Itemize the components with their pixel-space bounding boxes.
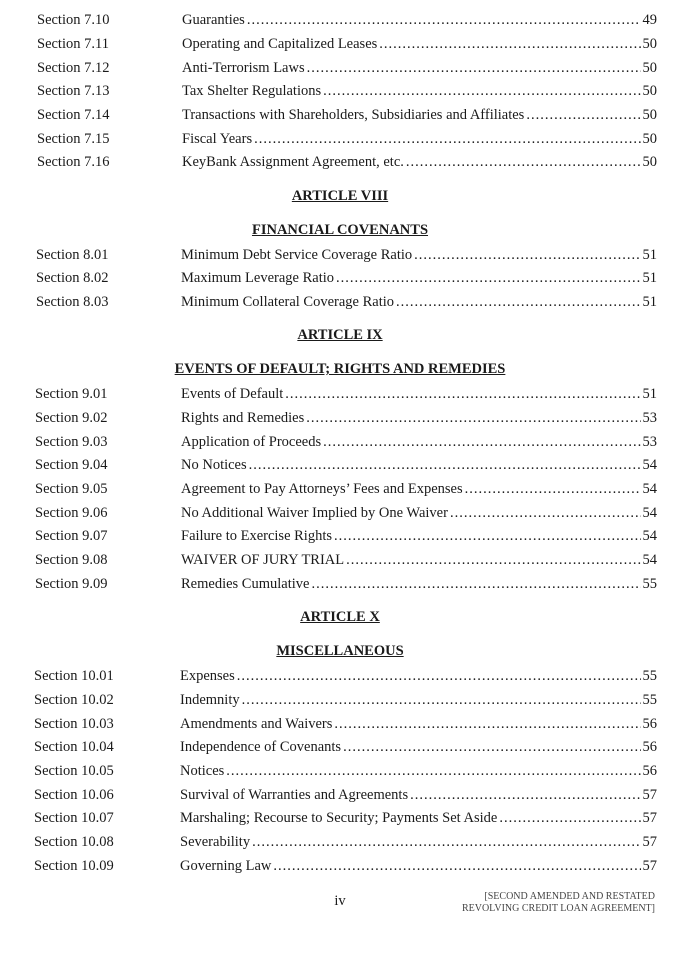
section-title: Survival of Warranties and Agreements: [180, 787, 409, 803]
section-number: Section 9.05: [35, 481, 108, 497]
toc-entry: [181, 292, 657, 312]
dot-leader: [226, 761, 640, 781]
toc-row: [0, 268, 680, 288]
section-number: Section 8.01: [36, 247, 109, 263]
toc-entry: [182, 34, 657, 54]
toc-row: [0, 105, 680, 125]
dot-leader: [346, 550, 640, 570]
page-number: 56: [642, 763, 657, 779]
toc-entry: [180, 785, 657, 805]
section-title: Governing Law: [180, 858, 272, 874]
dot-leader: [410, 785, 640, 805]
toc-row: [0, 574, 680, 594]
toc-row: [0, 129, 680, 149]
page-number: 56: [642, 716, 657, 732]
page-number: 51: [642, 386, 657, 402]
footer-note-line: [SECOND AMENDED AND RESTATED: [484, 891, 655, 902]
article-subheading: EVENTS OF DEFAULT; RIGHTS AND REMEDIES: [174, 361, 506, 377]
section-title: Severability: [180, 834, 251, 850]
section-number: Section 10.01: [34, 668, 114, 684]
section-number: Section 7.16: [37, 154, 110, 170]
section-number: Section 9.04: [35, 457, 108, 473]
toc-row: [0, 384, 680, 404]
page-number: 54: [642, 552, 657, 568]
toc-entry: [181, 384, 657, 404]
toc-entry: [181, 526, 657, 546]
section-number: Section 10.08: [34, 834, 114, 850]
section-number: Section 7.14: [37, 107, 110, 123]
section-number: Section 9.02: [35, 410, 108, 426]
dot-leader: [254, 129, 640, 149]
section-number: Section 10.03: [34, 716, 114, 732]
toc-entry: [180, 737, 657, 757]
toc-entry: [181, 432, 657, 452]
dot-leader: [307, 58, 641, 78]
page-number: 50: [642, 36, 657, 52]
toc-row: [0, 152, 680, 172]
section-title: Agreement to Pay Attorneys’ Fees and Expenses: [181, 481, 463, 497]
page-number: 50: [642, 154, 657, 170]
page-number: 57: [642, 858, 657, 874]
section-number: Section 9.03: [35, 434, 108, 450]
page-number: 50: [642, 60, 657, 76]
toc-row: [0, 245, 680, 265]
dot-leader: [334, 714, 640, 734]
section-title: Notices: [180, 763, 225, 779]
toc-entry: [181, 550, 657, 570]
page-number: 55: [642, 576, 657, 592]
footer-document-title: [462, 891, 655, 915]
section-number: Section 7.12: [37, 60, 110, 76]
section-title: No Notices: [181, 457, 247, 473]
section-title: Marshaling; Recourse to Security; Payments Set Aside: [180, 810, 498, 826]
article-subheading: FINANCIAL COVENANTS: [251, 222, 429, 238]
toc-row: [0, 503, 680, 523]
dot-leader: [334, 526, 640, 546]
page-number: 54: [642, 528, 657, 544]
page-number: 50: [642, 131, 657, 147]
toc-row: [0, 714, 680, 734]
toc-row: [0, 81, 680, 101]
page-number: 53: [642, 410, 657, 426]
toc-row: [0, 292, 680, 312]
page-number: 51: [642, 294, 657, 310]
toc-entry: [180, 690, 657, 710]
dot-leader: [465, 479, 641, 499]
page-number: 49: [642, 12, 657, 28]
toc-entry: [180, 856, 657, 876]
toc-entry: [181, 408, 657, 428]
toc-entry: [180, 666, 657, 686]
dot-leader: [379, 34, 640, 54]
toc-entry: [181, 455, 657, 475]
toc-entry: [182, 152, 657, 172]
page-number: 54: [642, 457, 657, 473]
toc-row: [0, 408, 680, 428]
toc-entry: [180, 714, 657, 734]
toc-row: [0, 832, 680, 852]
toc-entry: [180, 808, 657, 828]
toc-entry: [181, 503, 657, 523]
page-number: 50: [642, 107, 657, 123]
page-number: 57: [642, 810, 657, 826]
section-number: Section 7.10: [37, 12, 110, 28]
toc-row: [0, 761, 680, 781]
section-number: Section 9.06: [35, 505, 108, 521]
dot-leader: [285, 384, 640, 404]
section-title: Rights and Remedies: [181, 410, 305, 426]
toc-row: [0, 58, 680, 78]
section-number: Section 10.04: [34, 739, 114, 755]
toc-row: [0, 432, 680, 452]
page-number: 54: [642, 505, 657, 521]
section-number: Section 8.02: [36, 270, 109, 286]
dot-leader: [249, 455, 641, 475]
footer-note-line: REVOLVING CREDIT LOAN AGREEMENT]: [461, 903, 655, 914]
section-title: Indemnity: [180, 692, 240, 708]
toc-row: [0, 550, 680, 570]
toc-entry: [181, 245, 657, 265]
section-title: Operating and Capitalized Leases: [182, 36, 378, 52]
toc-entry: [181, 479, 657, 499]
toc-entry: [181, 268, 657, 288]
dot-leader: [252, 832, 640, 852]
section-title: Tax Shelter Regulations: [182, 83, 322, 99]
section-title: Minimum Collateral Coverage Ratio: [181, 294, 395, 310]
section-title: Independence of Covenants: [180, 739, 342, 755]
dot-leader: [343, 737, 640, 757]
section-number: Section 10.09: [34, 858, 114, 874]
page-number: 51: [642, 270, 657, 286]
section-number: Section 9.01: [35, 386, 108, 402]
section-number: Section 8.03: [36, 294, 109, 310]
section-number: Section 9.09: [35, 576, 108, 592]
section-title: Anti-Terrorism Laws: [182, 60, 305, 76]
section-title: Fiscal Years: [182, 131, 253, 147]
dot-leader: [306, 408, 640, 428]
section-number: Section 10.07: [34, 810, 114, 826]
dot-leader: [336, 268, 640, 288]
article-heading: ARTICLE IX: [297, 327, 383, 343]
page-number: 55: [642, 692, 657, 708]
section-number: Section 7.11: [37, 36, 109, 52]
toc-entry: [182, 81, 657, 101]
toc-entry: [182, 105, 657, 125]
page-number: 56: [642, 739, 657, 755]
toc-entry: [181, 574, 657, 594]
section-number: Section 10.06: [34, 787, 114, 803]
page-number: 53: [642, 434, 657, 450]
dot-leader: [450, 503, 641, 523]
dot-leader: [406, 152, 641, 172]
page-number: 51: [642, 247, 657, 263]
section-number: Section 10.05: [34, 763, 114, 779]
page-number: 57: [642, 787, 657, 803]
dot-leader: [323, 81, 640, 101]
toc-row: [0, 455, 680, 475]
page-number: 50: [642, 83, 657, 99]
section-title: WAIVER OF JURY TRIAL: [181, 552, 345, 568]
dot-leader: [414, 245, 640, 265]
section-title: Failure to Exercise Rights: [181, 528, 333, 544]
section-number: Section 10.02: [34, 692, 114, 708]
toc-row: [0, 526, 680, 546]
section-title: Remedies Cumulative: [181, 576, 310, 592]
toc-row: [0, 856, 680, 876]
section-number: Section 7.13: [37, 83, 110, 99]
section-title: Application of Proceeds: [181, 434, 322, 450]
section-number: Section 9.08: [35, 552, 108, 568]
section-title: Minimum Debt Service Coverage Ratio: [181, 247, 413, 263]
dot-leader: [499, 808, 640, 828]
article-heading: ARTICLE VIII: [291, 188, 389, 204]
dot-leader: [311, 574, 640, 594]
toc-entry: [180, 832, 657, 852]
section-title: Expenses: [180, 668, 235, 684]
toc-row: [0, 10, 680, 30]
toc-row: [0, 785, 680, 805]
section-number: Section 7.15: [37, 131, 110, 147]
toc-row: [0, 808, 680, 828]
dot-leader: [396, 292, 640, 312]
page-number: 54: [642, 481, 657, 497]
section-title: Guaranties: [182, 12, 245, 28]
section-title: Events of Default: [181, 386, 284, 402]
dot-leader: [273, 856, 640, 876]
dot-leader: [323, 432, 640, 452]
toc-row: [0, 690, 680, 710]
dot-leader: [237, 666, 641, 686]
section-title: No Additional Waiver Implied by One Waiver: [181, 505, 448, 521]
article-subheading: MISCELLANEOUS: [276, 643, 404, 659]
toc-row: [0, 737, 680, 757]
toc-entry: [182, 58, 657, 78]
toc-entry: [182, 10, 657, 30]
toc-row: [0, 34, 680, 54]
footer-page-number: iv: [334, 893, 346, 909]
section-title: Amendments and Waivers: [180, 716, 333, 732]
toc-entry: [180, 761, 657, 781]
page-number: 55: [642, 668, 657, 684]
toc-entry: [182, 129, 657, 149]
toc-row: [0, 666, 680, 686]
page-number: 57: [642, 834, 657, 850]
dot-leader: [242, 690, 641, 710]
section-title: KeyBank Assignment Agreement, etc.: [182, 154, 404, 170]
dot-leader: [247, 10, 641, 30]
section-title: Maximum Leverage Ratio: [181, 270, 335, 286]
toc-row: [0, 479, 680, 499]
article-heading: ARTICLE X: [300, 609, 380, 625]
section-title: Transactions with Shareholders, Subsidiaries and Affiliates: [182, 107, 525, 123]
section-number: Section 9.07: [35, 528, 108, 544]
dot-leader: [526, 105, 640, 125]
